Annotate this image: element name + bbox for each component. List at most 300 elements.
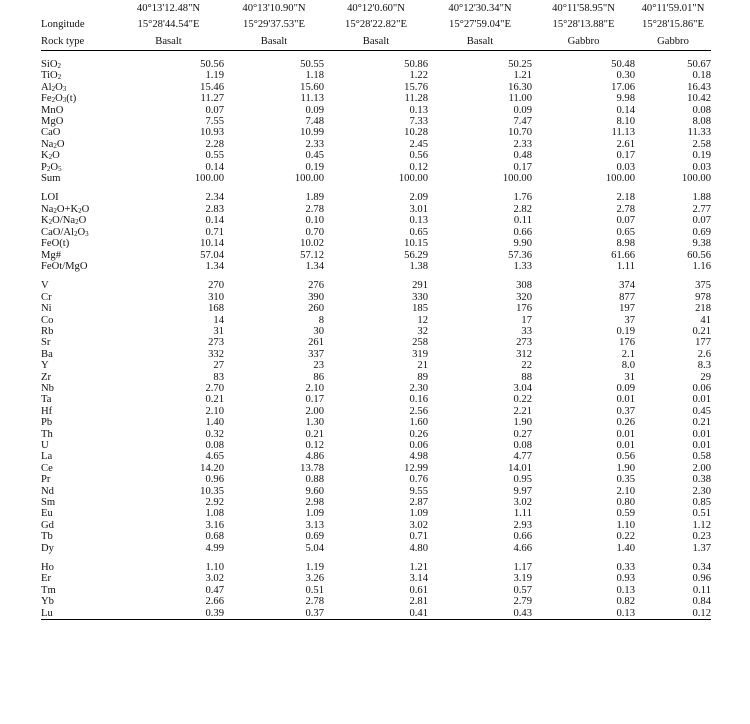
value-cell: 14 — [213, 314, 224, 326]
value-cell: 50.86 — [404, 59, 428, 70]
row-label — [41, 372, 113, 383]
value-cell: 197 — [619, 303, 635, 315]
value-cell: 0.19 — [616, 325, 635, 337]
value-cell: 86 — [313, 371, 324, 383]
header-longitude: 15°28'15.86"E — [642, 18, 704, 30]
table-row — [41, 531, 711, 542]
value-cell: 0.01 — [616, 440, 635, 451]
group-spacer — [41, 51, 711, 60]
label-part: MnO — [41, 104, 64, 116]
label-part: Lu — [41, 607, 53, 619]
value-cell: 1.40 — [616, 542, 635, 554]
value-cell: 1.34 — [305, 260, 324, 272]
row-label — [41, 349, 113, 360]
table-row — [41, 280, 711, 291]
value-cell: 0.08 — [205, 440, 224, 451]
table-row — [41, 417, 711, 428]
value-cell: 0.13 — [532, 608, 635, 620]
value-cell: 41 — [700, 314, 711, 326]
label-part: Eu — [41, 508, 53, 520]
value-cell: 12.99 — [404, 462, 428, 474]
header-label: Longitude — [41, 18, 85, 30]
value-cell: 27 — [213, 360, 224, 372]
value-cell: 319 — [412, 348, 428, 360]
value-cell: 176 — [516, 303, 532, 315]
label-part: LOI — [41, 192, 59, 204]
row-label — [41, 162, 113, 173]
value-cell: 2.92 — [205, 497, 224, 509]
value-cell: 61.66 — [611, 249, 635, 261]
row-label — [41, 70, 113, 81]
label-part: O/Na — [52, 215, 76, 227]
value-cell: 0.88 — [305, 474, 324, 486]
value-cell: 0.56 — [409, 150, 428, 162]
value-cell: 56.29 — [404, 249, 428, 261]
value-cell: 3.04 — [513, 382, 532, 394]
label-part: O+K — [56, 203, 79, 215]
value-cell: 0.11 — [692, 584, 711, 596]
value-cell: 7.55 — [205, 116, 224, 128]
value-cell: 2.6 — [697, 348, 711, 360]
table-row — [41, 292, 711, 303]
table-row — [41, 93, 711, 104]
subscript: 3 — [62, 84, 67, 93]
value-cell: 0.85 — [692, 497, 711, 509]
value-cell: 2.78 — [616, 203, 635, 215]
table-row — [41, 463, 711, 474]
row-label — [41, 573, 113, 584]
row-label — [41, 127, 113, 138]
header-cell — [324, 33, 428, 51]
value-cell: 0.03 — [616, 161, 635, 173]
value-cell: 291 — [412, 280, 428, 292]
value-cell: 0.48 — [513, 150, 532, 162]
value-cell: 0.56 — [616, 451, 635, 463]
table-row — [41, 585, 711, 596]
table-row — [41, 204, 711, 215]
value-cell: 0.32 — [205, 428, 224, 440]
value-cell: 0.69 — [692, 226, 711, 238]
value-cell: 2.34 — [205, 192, 224, 204]
value-cell: 50.55 — [300, 59, 324, 70]
row-label — [41, 173, 113, 184]
value-cell: 0.37 — [616, 405, 635, 417]
value-cell: 3.14 — [409, 573, 428, 585]
label-part: O — [55, 93, 63, 105]
row-label — [41, 238, 113, 249]
value-cell: 0.65 — [616, 226, 635, 238]
subscript: 2 — [57, 62, 61, 70]
table-row — [41, 497, 711, 508]
value-cell: 2.30 — [409, 382, 428, 394]
row-label — [41, 315, 113, 326]
table-row — [41, 337, 711, 348]
label-part: Yb — [41, 596, 54, 608]
header-latitude: 40°11'59.01"N — [641, 3, 705, 14]
value-cell: 0.41 — [324, 608, 428, 620]
value-cell: 0.70 — [305, 226, 324, 238]
value-cell: 2.10 — [616, 485, 635, 497]
value-cell: 0.01 — [692, 394, 711, 406]
value-cell: 0.96 — [692, 573, 711, 585]
value-cell: 9.98 — [616, 93, 635, 105]
label-part: O — [78, 215, 87, 227]
value-cell: 0.38 — [692, 474, 711, 486]
table-row — [41, 349, 711, 360]
row-label — [41, 596, 113, 607]
group-spacer — [41, 184, 711, 192]
value-cell: 312 — [516, 348, 532, 360]
value-cell: 1.18 — [305, 70, 324, 82]
value-cell: 390 — [308, 291, 324, 303]
label-part: O — [52, 150, 60, 162]
row-label — [41, 116, 113, 127]
value-cell: 57.12 — [300, 249, 324, 261]
subscript: 3 — [85, 229, 89, 238]
value-cell: 0.01 — [616, 428, 635, 440]
value-cell: 2.93 — [513, 519, 532, 531]
value-cell: 0.12 — [409, 161, 428, 173]
row-label — [41, 406, 113, 417]
table-row — [41, 406, 711, 417]
value-cell: 270 — [208, 280, 224, 292]
value-cell: 10.14 — [200, 238, 224, 250]
label-part: Er — [41, 573, 51, 585]
table-row — [41, 451, 711, 462]
table-row — [41, 573, 711, 584]
row-label — [41, 250, 113, 261]
value-cell: 2.10 — [205, 405, 224, 417]
row-label — [41, 486, 113, 497]
value-cell: 0.01 — [616, 394, 635, 406]
value-cell: 1.34 — [205, 260, 224, 272]
label-part: Sm — [41, 497, 56, 509]
row-label — [41, 440, 113, 451]
value-cell: 374 — [619, 280, 635, 292]
table-row — [41, 543, 711, 554]
value-cell: 2.66 — [205, 596, 224, 608]
row-label — [41, 82, 113, 93]
value-cell: 0.22 — [513, 394, 532, 406]
value-cell: 3.26 — [305, 573, 324, 585]
value-cell: 1.11 — [513, 508, 532, 520]
value-cell: 2.78 — [305, 596, 324, 608]
value-cell: 1.21 — [409, 562, 428, 574]
table-row — [41, 562, 711, 573]
value-cell: 0.26 — [409, 428, 428, 440]
header-rock-type: Basalt — [260, 35, 288, 47]
table-row — [41, 82, 711, 93]
value-cell: 0.14 — [205, 215, 224, 227]
value-cell: 0.10 — [305, 215, 324, 227]
value-cell: 3.02 — [409, 519, 428, 531]
value-cell: 978 — [695, 291, 711, 303]
value-cell: 2.81 — [409, 596, 428, 608]
value-cell: 17 — [521, 314, 532, 326]
subscript: 3 — [62, 96, 67, 105]
value-cell: 0.58 — [692, 451, 711, 463]
value-cell: 0.96 — [205, 474, 224, 486]
table-row — [41, 250, 711, 261]
value-cell: 1.33 — [513, 260, 532, 272]
value-cell: 57.04 — [200, 249, 224, 261]
value-cell: 0.59 — [616, 508, 635, 520]
value-cell: 100.00 — [681, 173, 711, 185]
value-cell: 375 — [695, 280, 711, 292]
label-part: Na — [41, 203, 54, 215]
label-part: K — [41, 215, 49, 227]
value-cell: 31 — [624, 371, 635, 383]
label-part: Pb — [41, 417, 53, 429]
value-cell: 89 — [417, 371, 428, 383]
value-cell: 332 — [208, 348, 224, 360]
header-longitude: 15°28'44.54"E — [137, 18, 200, 30]
value-cell: 11.28 — [404, 93, 428, 105]
value-cell: 4.66 — [513, 542, 532, 554]
value-cell: 0.82 — [616, 596, 635, 608]
row-label — [41, 585, 113, 596]
value-cell: 0.19 — [305, 161, 324, 173]
value-cell: 330 — [412, 291, 428, 303]
label-part: Zr — [41, 371, 51, 383]
table-row — [41, 429, 711, 440]
header-rock-type: Basalt — [466, 35, 494, 47]
value-cell: 0.14 — [205, 161, 224, 173]
table-row — [41, 139, 711, 150]
value-cell: 0.11 — [513, 215, 532, 227]
header-cell — [428, 33, 532, 51]
header-latitude: 40°13'10.90"N — [242, 3, 306, 14]
label-part: U — [41, 440, 49, 451]
value-cell: 50.67 — [687, 59, 711, 70]
row-label — [41, 93, 113, 104]
value-cell: 1.12 — [692, 519, 711, 531]
row-label — [41, 520, 113, 531]
value-cell: 2.83 — [205, 203, 224, 215]
value-cell: 0.13 — [616, 584, 635, 596]
value-cell: 2.45 — [409, 138, 428, 150]
table-row — [41, 486, 711, 497]
label-part: O — [81, 203, 90, 215]
subscript: 2 — [75, 218, 79, 227]
value-cell: 50.25 — [508, 59, 532, 70]
value-cell: 11.33 — [687, 127, 711, 139]
value-cell: 0.57 — [513, 584, 532, 596]
value-cell: 100.00 — [294, 173, 324, 185]
value-cell: 877 — [619, 291, 635, 303]
row-label — [41, 261, 113, 272]
value-cell: 0.80 — [616, 497, 635, 509]
value-cell: 1.10 — [616, 519, 635, 531]
value-cell: 13.78 — [300, 462, 324, 474]
value-cell: 308 — [516, 280, 532, 292]
row-label — [41, 531, 113, 542]
value-cell: 11.27 — [200, 93, 224, 105]
value-cell: 10.99 — [300, 127, 324, 139]
label-part: Cr — [41, 291, 52, 303]
header-cell — [532, 16, 635, 33]
label-part: Ho — [41, 562, 54, 574]
label-part: O — [55, 81, 63, 93]
label-part: MgO — [41, 116, 64, 128]
value-cell: 1.60 — [409, 417, 428, 429]
value-cell: 4.86 — [305, 451, 324, 463]
header-longitude: 15°28'13.88"E — [552, 18, 615, 30]
table-row — [41, 59, 711, 70]
value-cell: 0.21 — [205, 394, 224, 406]
value-cell: 10.15 — [404, 238, 428, 250]
header-cell — [635, 16, 711, 33]
table-row — [41, 261, 711, 272]
value-cell: 1.19 — [205, 70, 224, 82]
value-cell: 0.09 — [305, 104, 324, 116]
label-part: SiO — [41, 59, 58, 70]
value-cell: 2.58 — [692, 138, 711, 150]
header-cell — [224, 3, 324, 16]
table-row — [41, 326, 711, 337]
value-cell: 8.98 — [616, 238, 635, 250]
value-cell: 0.14 — [616, 104, 635, 116]
label-part: Gd — [41, 519, 54, 531]
value-cell: 14.01 — [508, 462, 532, 474]
value-cell: 11.13 — [611, 127, 635, 139]
value-cell: 0.09 — [616, 382, 635, 394]
value-cell: 0.23 — [692, 531, 711, 543]
table-row — [41, 440, 711, 451]
header-rock-type: Gabbro — [657, 35, 689, 47]
label-part: Fe — [41, 93, 52, 105]
geochemistry-table — [41, 3, 711, 620]
subscript: 2 — [46, 164, 51, 173]
value-cell: 1.11 — [616, 260, 635, 272]
value-cell: 218 — [695, 303, 711, 315]
group-spacer — [41, 272, 711, 280]
table-row — [41, 215, 711, 226]
value-cell: 1.90 — [513, 417, 532, 429]
header-rock-type: Gabbro — [567, 35, 600, 47]
row-label — [41, 463, 113, 474]
header-latitude: 40°13'12.48"N — [136, 3, 201, 14]
row-label — [41, 383, 113, 394]
value-cell: 0.47 — [205, 584, 224, 596]
value-cell: 31 — [213, 325, 224, 337]
value-cell: 1.09 — [409, 508, 428, 520]
header-cell — [532, 3, 635, 16]
label-part: Pr — [41, 474, 51, 486]
value-cell: 0.13 — [409, 104, 428, 116]
value-cell: 1.10 — [205, 562, 224, 574]
table-row — [41, 192, 711, 203]
value-cell: 2.1 — [621, 348, 635, 360]
value-cell: 310 — [208, 291, 224, 303]
value-cell: 0.08 — [692, 104, 711, 116]
row-label — [41, 497, 113, 508]
label-part: Al — [41, 81, 52, 93]
value-cell: 0.06 — [409, 440, 428, 451]
value-cell: 2.21 — [513, 405, 532, 417]
table-row — [41, 150, 711, 161]
header-cell — [224, 33, 324, 51]
value-cell: 4.80 — [409, 542, 428, 554]
subscript: 2 — [51, 84, 56, 93]
header-latitude: 40°12'0.60"N — [347, 3, 405, 14]
value-cell: 30 — [313, 325, 324, 337]
value-cell: 10.02 — [300, 238, 324, 250]
label-part: CaO — [41, 127, 61, 139]
value-cell: 1.09 — [305, 508, 324, 520]
value-cell: 0.13 — [409, 215, 428, 227]
value-cell: 50.56 — [200, 59, 224, 70]
value-cell: 2.33 — [305, 138, 324, 150]
value-cell: 1.38 — [409, 260, 428, 272]
header-cell — [324, 16, 428, 33]
table-row — [41, 474, 711, 485]
value-cell: 2.78 — [305, 203, 324, 215]
value-cell: 37 — [624, 314, 635, 326]
value-cell: 276 — [308, 280, 324, 292]
label-part: La — [41, 451, 53, 463]
label-part: FeOt/MgO — [41, 260, 88, 272]
value-cell: 1.89 — [305, 192, 324, 204]
row-label — [41, 394, 113, 405]
label-part: Rb — [41, 325, 54, 337]
row-label — [41, 337, 113, 348]
label-part: P — [41, 161, 47, 173]
row-label — [41, 139, 113, 150]
value-cell: 177 — [695, 337, 711, 349]
row-label — [41, 59, 113, 70]
value-cell: 0.51 — [305, 584, 324, 596]
value-cell: 1.08 — [205, 508, 224, 520]
label-part: Th — [41, 428, 53, 440]
value-cell: 185 — [412, 303, 428, 315]
value-cell: 7.48 — [305, 116, 324, 128]
label-part: O — [77, 226, 86, 238]
label-part: Hf — [41, 405, 53, 417]
header-cell — [635, 33, 711, 51]
value-cell: 0.12 — [635, 608, 711, 620]
value-cell: 57.36 — [508, 249, 532, 261]
value-cell: 0.84 — [692, 596, 711, 608]
header-cell — [635, 3, 711, 16]
value-cell: 260 — [308, 303, 324, 315]
value-cell: 2.70 — [205, 382, 224, 394]
value-cell: 4.65 — [205, 451, 224, 463]
label-part: Ce — [41, 462, 53, 474]
value-cell: 8.3 — [697, 360, 711, 372]
value-cell: 0.69 — [305, 531, 324, 543]
value-cell: 83 — [213, 371, 224, 383]
label-part: Tm — [41, 584, 56, 596]
value-cell: 0.07 — [205, 104, 224, 116]
value-cell: 1.17 — [513, 562, 532, 574]
value-cell: 2.98 — [305, 497, 324, 509]
row-label — [41, 360, 113, 371]
value-cell: 2.28 — [205, 138, 224, 150]
value-cell: 0.08 — [513, 440, 532, 451]
header-latitude: 40°11'58.95"N — [552, 3, 615, 14]
row-label — [41, 192, 113, 203]
value-cell: 2.56 — [409, 405, 428, 417]
value-cell: 60.56 — [687, 249, 711, 261]
header-cell — [428, 16, 532, 33]
row-label — [41, 150, 113, 161]
label-part: Co — [41, 314, 54, 326]
value-cell: 0.66 — [513, 531, 532, 543]
value-cell: 0.55 — [205, 150, 224, 162]
header-cell — [224, 16, 324, 33]
value-cell: 0.17 — [305, 394, 324, 406]
